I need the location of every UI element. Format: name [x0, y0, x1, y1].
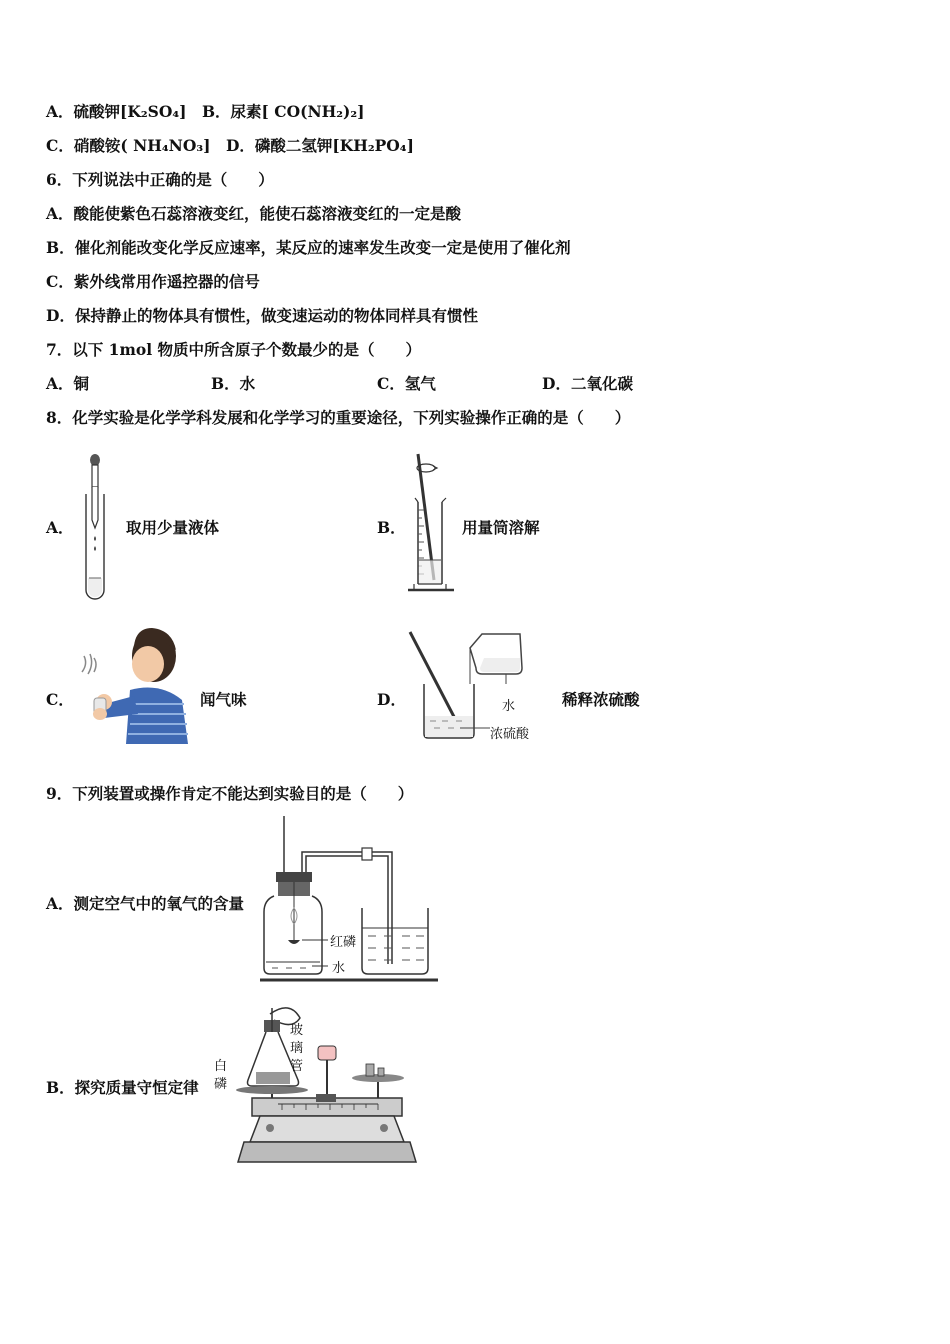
- q9-b-label-white-p-1: 白: [214, 1059, 228, 1074]
- question-7-option-a: A．铜: [46, 374, 90, 393]
- question-6-option-a: A．酸能使紫色石蕊溶液变红，能使石蕊溶液变红的一定是酸: [46, 204, 462, 223]
- q8-option-b-caption: 用量筒溶解: [462, 518, 540, 537]
- q9-a-label-phosphorus: 红磷: [330, 935, 357, 950]
- question-7-option-d: D．二氧化碳: [542, 374, 633, 393]
- q8-option-b-letter: B．: [377, 518, 406, 537]
- question-7-option-b: B．水: [211, 374, 256, 393]
- q9-b-label-glass-tube-3: 管: [290, 1059, 304, 1074]
- q8-option-a-figure: [78, 450, 118, 600]
- question-6-option-d: D．保持静止的物体具有惯性，做变速运动的物体同样具有惯性: [46, 306, 478, 325]
- q9-b-label-glass-tube-2: 璃: [290, 1041, 304, 1056]
- question-7-stem: 7．以下 1mol 物质中所含原子个数最少的是（ ）: [46, 340, 421, 359]
- question-6-option-c: C．紫外线常用作遥控器的信号: [46, 272, 260, 291]
- q8-option-c-figure: [74, 624, 190, 744]
- q8-option-d-letter: D．: [377, 690, 406, 709]
- q9-option-a-figure: [258, 816, 442, 986]
- question-6-stem: 6．下列说法中正确的是（ ）: [46, 170, 274, 189]
- q8-option-c-letter: C．: [46, 690, 74, 709]
- q5-options-cd: C．硝酸铵( NH₄NO₃] D．磷酸二氢钾[KH₂PO₄]: [46, 136, 414, 155]
- q5-options-ab: A．硫酸钾[K₂SO₄] B．尿素[ CO(NH₂)₂]: [46, 102, 365, 121]
- q8-d-label-water: 水: [502, 699, 516, 714]
- question-6-option-b: B．催化剂能改变化学反应速率，某反应的速率发生改变一定是使用了催化剂: [46, 238, 571, 257]
- q9-b-label-glass-tube-1: 玻: [290, 1023, 304, 1038]
- q8-option-b-figure: [404, 450, 464, 595]
- question-9-stem: 9．下列装置或操作肯定不能达到实验目的是（ ）: [46, 784, 414, 803]
- question-8-stem: 8．化学实验是化学学科发展和化学学习的重要途径，下列实验操作正确的是（ ）: [46, 408, 631, 427]
- q9-a-label-water: 水: [332, 961, 346, 976]
- q9-b-label-white-p-2: 磷: [214, 1077, 228, 1092]
- q8-d-label-acid: 浓硫酸: [490, 727, 530, 742]
- q8-option-a-caption: 取用少量液体: [126, 518, 220, 537]
- q8-option-a-letter: A．: [46, 518, 74, 537]
- q8-option-c-caption: 闻气味: [200, 690, 247, 709]
- q9-option-b-figure: [208, 998, 422, 1168]
- q8-option-d-figure: [404, 628, 554, 746]
- question-7-option-c: C．氢气: [377, 374, 436, 393]
- q8-option-d-caption: 稀释浓硫酸: [562, 690, 640, 709]
- q9-option-b-caption: B．探究质量守恒定律: [46, 1078, 199, 1097]
- q9-option-a-caption: A．测定空气中的氧气的含量: [46, 894, 245, 913]
